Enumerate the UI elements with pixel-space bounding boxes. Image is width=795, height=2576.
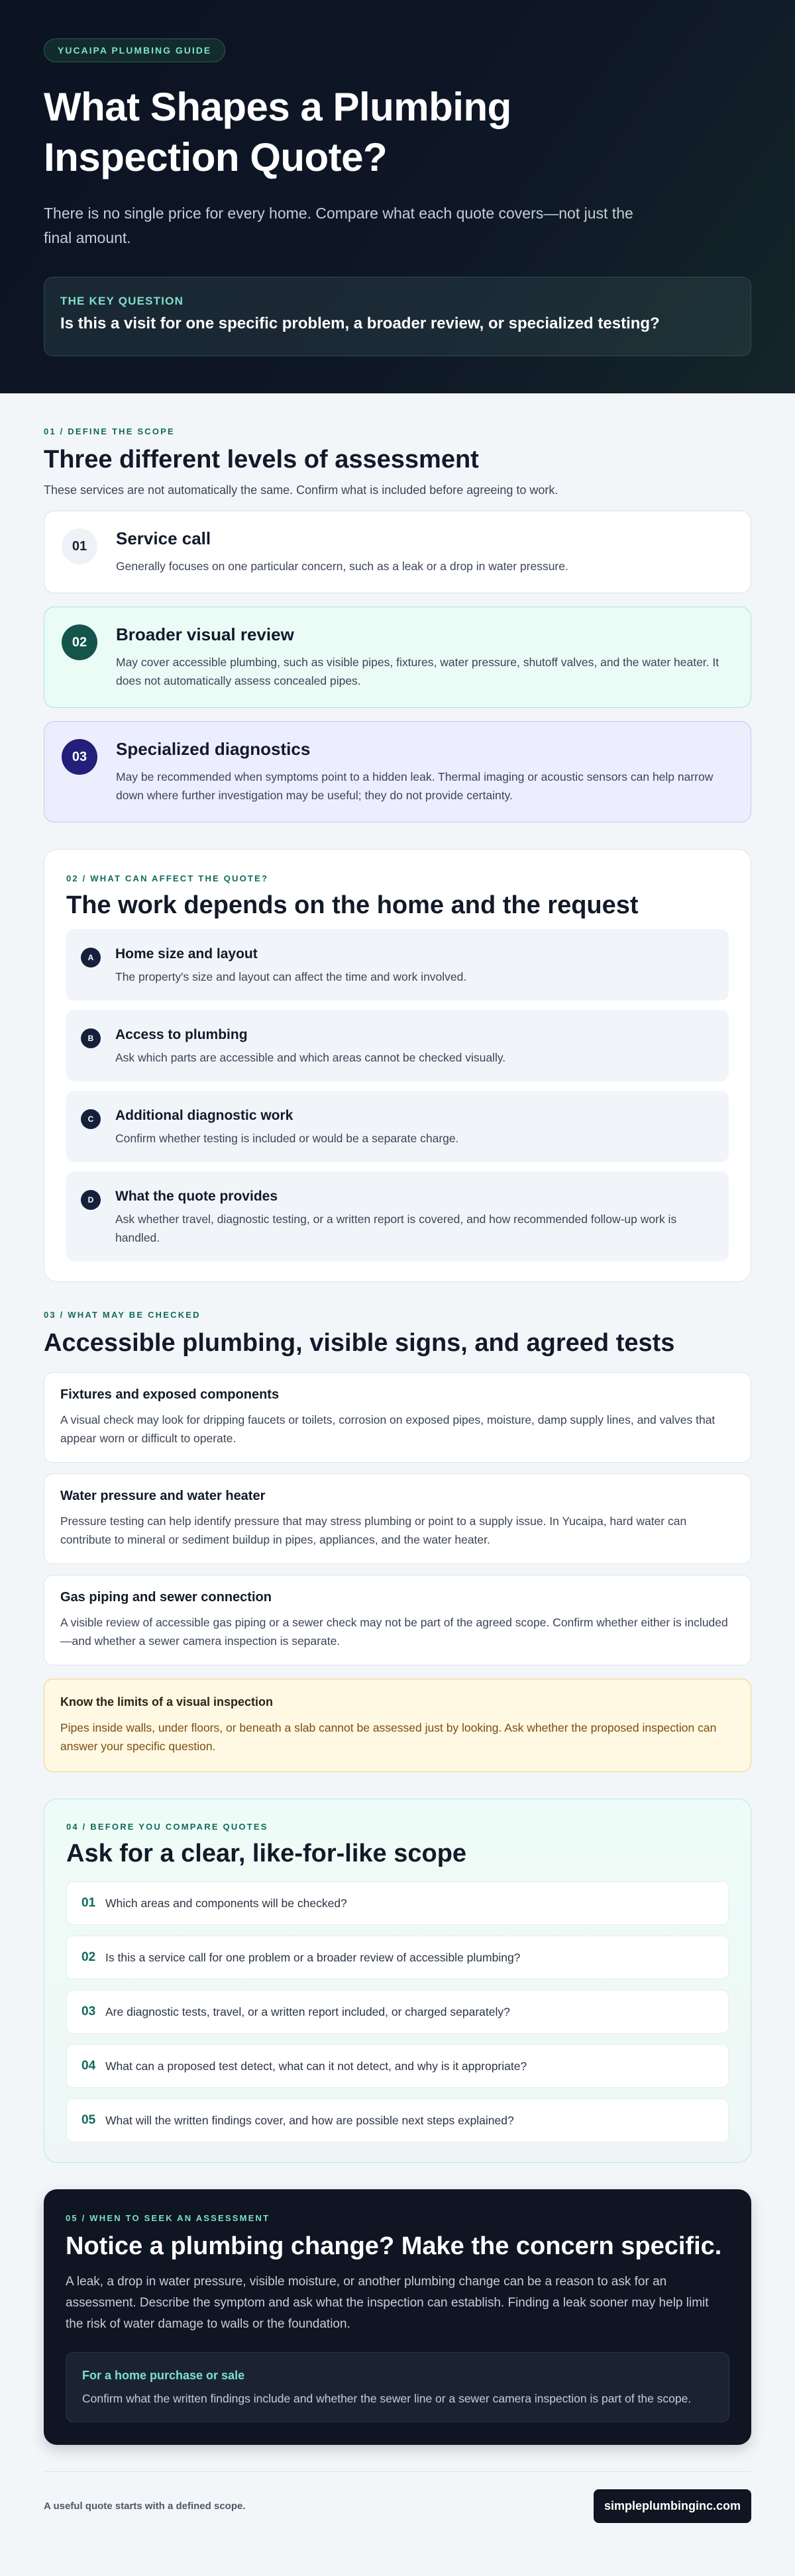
level-title: Broader visual review bbox=[116, 624, 294, 644]
section-quote-factors bbox=[44, 849, 751, 1282]
question-number: 02 bbox=[81, 1950, 96, 1964]
page-title: What Shapes a Plumbing Inspection Quote? bbox=[44, 85, 511, 179]
section-title: The work depends on the home and the request bbox=[66, 891, 639, 919]
question-number: 05 bbox=[81, 2113, 96, 2127]
key-question-text: Is this a visit for one specific problem, a broader review, or specialized testing? bbox=[60, 315, 660, 332]
level-card-visual-review bbox=[44, 607, 751, 708]
home-purchase-box bbox=[66, 2352, 729, 2422]
question-text: What can a proposed test detect, what can it not detect, and why is it appropriate? bbox=[105, 2059, 527, 2073]
warning-title: Know the limits of a visual inspection bbox=[60, 1695, 274, 1709]
factor-description: Ask which parts are accessible and which areas cannot be checked visually. bbox=[115, 1051, 506, 1064]
factor-description: Ask whether travel, diagnostic testing, or a written report is covered, and how recommended follow-up work is handled. bbox=[115, 1213, 677, 1244]
section-tag: 05 / WHEN TO SEEK AN ASSESSMENT bbox=[66, 2213, 270, 2223]
factor-item bbox=[66, 1091, 729, 1162]
key-question-box bbox=[44, 277, 751, 356]
factor-badge: B bbox=[81, 1028, 101, 1048]
check-description: Pressure testing can help identify pressure that may stress plumbing or point to a supply issue. In Yucaipa, hard water can contribute to mineral or sediment buildup in pipes, appliances, and the water heater. bbox=[60, 1514, 687, 1546]
section-subtitle: These services are not automatically the same. Confirm what is included before agreeing to work. bbox=[44, 483, 558, 497]
warning-callout bbox=[44, 1679, 751, 1772]
key-question-label: THE KEY QUESTION bbox=[60, 295, 184, 307]
section-tag: 03 / WHAT MAY BE CHECKED bbox=[44, 1310, 201, 1320]
level-card-diagnostics bbox=[44, 721, 751, 822]
hero-pill: YUCAIPA PLUMBING GUIDE bbox=[44, 38, 225, 62]
question-text: Are diagnostic tests, travel, or a written report included, or charged separately? bbox=[105, 2005, 510, 2018]
question-text: Is this a service call for one problem or a broader review of accessible plumbing? bbox=[105, 1950, 521, 1964]
check-title: Water pressure and water heater bbox=[60, 1489, 266, 1503]
question-item bbox=[66, 2099, 729, 2142]
level-description: May be recommended when symptoms point to a hidden leak. Thermal imaging or acoustic sensors can help narrow down where further investigation may be useful; they do not provide certainty. bbox=[116, 770, 714, 802]
section-define-scope bbox=[0, 393, 795, 822]
section-compare-quotes bbox=[44, 1799, 751, 2163]
question-text: What will the written findings cover, and how are possible next steps explained? bbox=[105, 2113, 514, 2127]
check-title: Fixtures and exposed components bbox=[60, 1387, 280, 1402]
question-number: 03 bbox=[81, 2005, 96, 2018]
level-title: Specialized diagnostics bbox=[116, 739, 311, 759]
footer-text: A useful quote starts with a defined scope. bbox=[44, 2501, 246, 2512]
factor-badge: C bbox=[81, 1109, 101, 1129]
question-item bbox=[66, 1936, 729, 1979]
question-item bbox=[66, 1990, 729, 2034]
factor-title: Access to plumbing bbox=[115, 1027, 248, 1042]
level-number: 01 bbox=[62, 528, 97, 564]
home-purchase-text: Confirm what the written findings include and whether the sewer line or a sewer camera inspection is part of the scope. bbox=[82, 2392, 692, 2405]
warning-description: Pipes inside walls, under floors, or beneath a slab cannot be assessed just by looking. Ask whether the proposed inspection can answer your specific question. bbox=[60, 1721, 717, 1753]
section-tag: 04 / BEFORE YOU COMPARE QUOTES bbox=[66, 1822, 268, 1832]
question-number: 01 bbox=[81, 1896, 96, 1910]
factor-badge: A bbox=[81, 948, 101, 967]
check-title: Gas piping and sewer connection bbox=[60, 1590, 272, 1605]
factor-description: Confirm whether testing is included or would be a separate charge. bbox=[115, 1132, 459, 1145]
home-purchase-title: For a home purchase or sale bbox=[82, 2369, 245, 2382]
hero-subtitle: There is no single price for every home. Compare what each quote covers—not just the final amount. bbox=[44, 205, 633, 246]
question-text: Which areas and components will be checked? bbox=[105, 1896, 347, 1910]
section-title: Ask for a clear, like-for-like scope bbox=[66, 1840, 467, 1867]
section-title: Three different levels of assessment bbox=[44, 446, 479, 473]
factor-description: The property's size and layout can affect the time and work involved. bbox=[115, 970, 467, 983]
factor-item bbox=[66, 1171, 729, 1262]
footer bbox=[44, 2471, 751, 2523]
website-link-button[interactable]: simpleplumbinginc.com bbox=[594, 2489, 751, 2523]
factor-title: Home size and layout bbox=[115, 946, 258, 962]
section-tag: 02 / WHAT CAN AFFECT THE QUOTE? bbox=[66, 873, 269, 883]
question-item bbox=[66, 2044, 729, 2088]
level-description: May cover accessible plumbing, such as visible pipes, fixtures, water pressure, shutoff valves, and the water heater. It does not automatically assess concealed pipes. bbox=[116, 656, 719, 687]
question-number: 04 bbox=[81, 2059, 96, 2073]
level-number: 03 bbox=[62, 739, 97, 775]
hero bbox=[0, 0, 795, 393]
factor-item bbox=[66, 1010, 729, 1081]
check-description: A visual check may look for dripping faucets or toilets, corrosion on exposed pipes, moisture, damp supply lines, and valves that appear worn or difficult to operate. bbox=[60, 1413, 716, 1445]
check-card-water-pressure bbox=[44, 1473, 751, 1564]
section-title: Accessible plumbing, visible signs, and agreed tests bbox=[44, 1329, 675, 1357]
check-description: A visible review of accessible gas piping or a sewer check may not be part of the agreed scope. Confirm whether either is included—and whether a sewer camera inspection is separate. bbox=[60, 1616, 728, 1648]
section-description: A leak, a drop in water pressure, visible moisture, or another plumbing change can be a reason to ask for an assessment. Describe the symptom and ask what the inspection can establish. Finding a leak sooner may help limit the risk of water damage to walls or the foundation. bbox=[66, 2275, 709, 2331]
section-when-to-seek bbox=[44, 2189, 751, 2445]
section-what-may-be-checked bbox=[0, 1282, 795, 1772]
level-title: Service call bbox=[116, 528, 211, 548]
section-title: Notice a plumbing change? Make the concern specific. bbox=[66, 2232, 722, 2260]
level-description: Generally focuses on one particular concern, such as a leak or a drop in water pressure. bbox=[116, 560, 568, 573]
level-number: 02 bbox=[62, 624, 97, 660]
question-item bbox=[66, 1881, 729, 1925]
factor-title: What the quote provides bbox=[115, 1189, 278, 1204]
section-tag: 01 / DEFINE THE SCOPE bbox=[44, 426, 175, 436]
factor-item bbox=[66, 929, 729, 1001]
check-card-fixtures bbox=[44, 1372, 751, 1463]
factor-title: Additional diagnostic work bbox=[115, 1108, 293, 1123]
factor-badge: D bbox=[81, 1190, 101, 1210]
level-card-service-call bbox=[44, 511, 751, 593]
check-card-gas-sewer bbox=[44, 1575, 751, 1665]
